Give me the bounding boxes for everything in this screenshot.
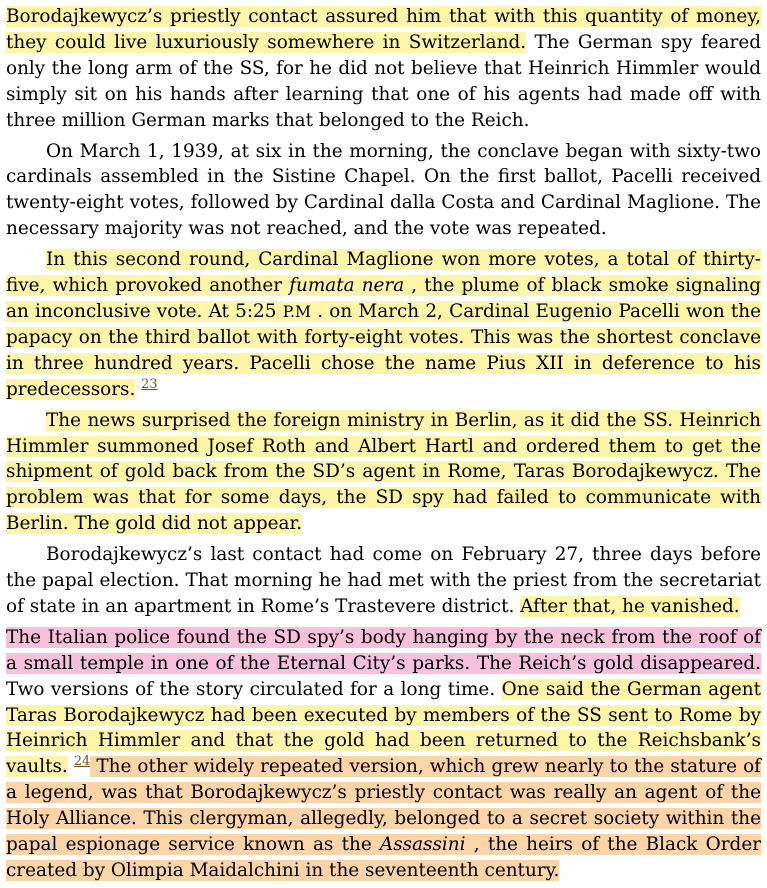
paragraph-3 <box>6 247 761 402</box>
footnote-link-23[interactable]: 23 <box>141 376 158 392</box>
highlight-orange: , the heirs of the Black Order created by Olimpia Maidalchini in the seventeenth century. <box>6 834 761 881</box>
paragraph-1 <box>6 4 761 134</box>
paragraph-4 <box>6 408 761 538</box>
highlight-yellow: One said the German agent Taras Borodajkewycz had been executed by members of the SS sent to Rome by Heinrich Himmler and that the gold had been returned to the Reichsbank’s vaults. <box>6 678 761 778</box>
highlight-pink: The Italian police found the SD spy’s body hanging by the neck from the roof of a small temple in one of the Eternal City’s parks. The Reich’s gold disappeared. <box>6 626 761 674</box>
highlight-yellow: , the plume of black smoke signaling an inconclusive vote. At 5:25 <box>6 275 761 322</box>
highlight-yellow: After that, he vanished. <box>520 595 740 617</box>
highlight-orange: The other widely repeated version, which grew nearly to the stature of a legend, was that Borodajkewycz’s priestly contact was really an agent of the Holy Alliance. This clergyman, allegedly, belonged to a secret society within the papal espionage service known as the <box>6 756 761 856</box>
text-run: Borodajkewycz’s last contact had come on February 27, three days before the papal election. That morning he had met with the priest from the secretariat of state in an apartment in Rome’s Trastevere district. <box>6 544 761 617</box>
text-run: Two versions of the story circulated for a long time. <box>6 678 502 700</box>
footnote-link-24[interactable]: 24 <box>73 754 91 770</box>
text-run: The German spy feared only the long arm of the SS, for he did not believe that Heinrich Himmler would simply sit on his hands after learning that one of his agents had made off with three million German marks that belonged to the Reich. <box>6 31 761 131</box>
italic-term: Assassini <box>379 834 466 856</box>
paragraph-5 <box>6 542 761 620</box>
highlight-yellow: Borodajkewycz’s priestly contact assured him that with this quantity of money, they could live luxuriously somewhere in Switzerland. <box>6 6 761 53</box>
paragraph-2 <box>6 139 761 243</box>
highlight-yellow: The news surprised the foreign ministry in Berlin, as it did the SS. Heinrich Himmler summoned Josef Roth and Albert Hartl and ordered them to get the shipment of gold back from the SD’s agent in Rome, Taras Borodajkewycz. The problem was that for some days, the SD spy had failed to communicate with Berlin. The gold did not appear. <box>6 409 761 535</box>
highlight-yellow: . on March 2, Cardinal Eugenio Pacelli won the papacy on the third ballot with forty-eight votes. This was the shortest conclave in three hundred years. Pacelli chose the name Pius XII in deference to his predecessors. <box>6 300 761 400</box>
text-run: On March 1, 1939, at six in the morning, the conclave began with sixty-two cardinals assembled in the Sistine Chapel. On the first ballot, Pacelli received twenty-eight votes, followed by Cardinal dalla Costa and Cardinal Maglione. The necessary majority was not reached, and the vote was repeated. <box>6 140 761 240</box>
paragraph-6 <box>6 625 761 884</box>
time-small-caps: P.M <box>282 301 311 321</box>
italic-term: fumata nera <box>289 275 405 297</box>
highlight-yellow: In this second round, Cardinal Maglione won more votes, a total of thirty-five, which provoked another <box>6 249 761 297</box>
